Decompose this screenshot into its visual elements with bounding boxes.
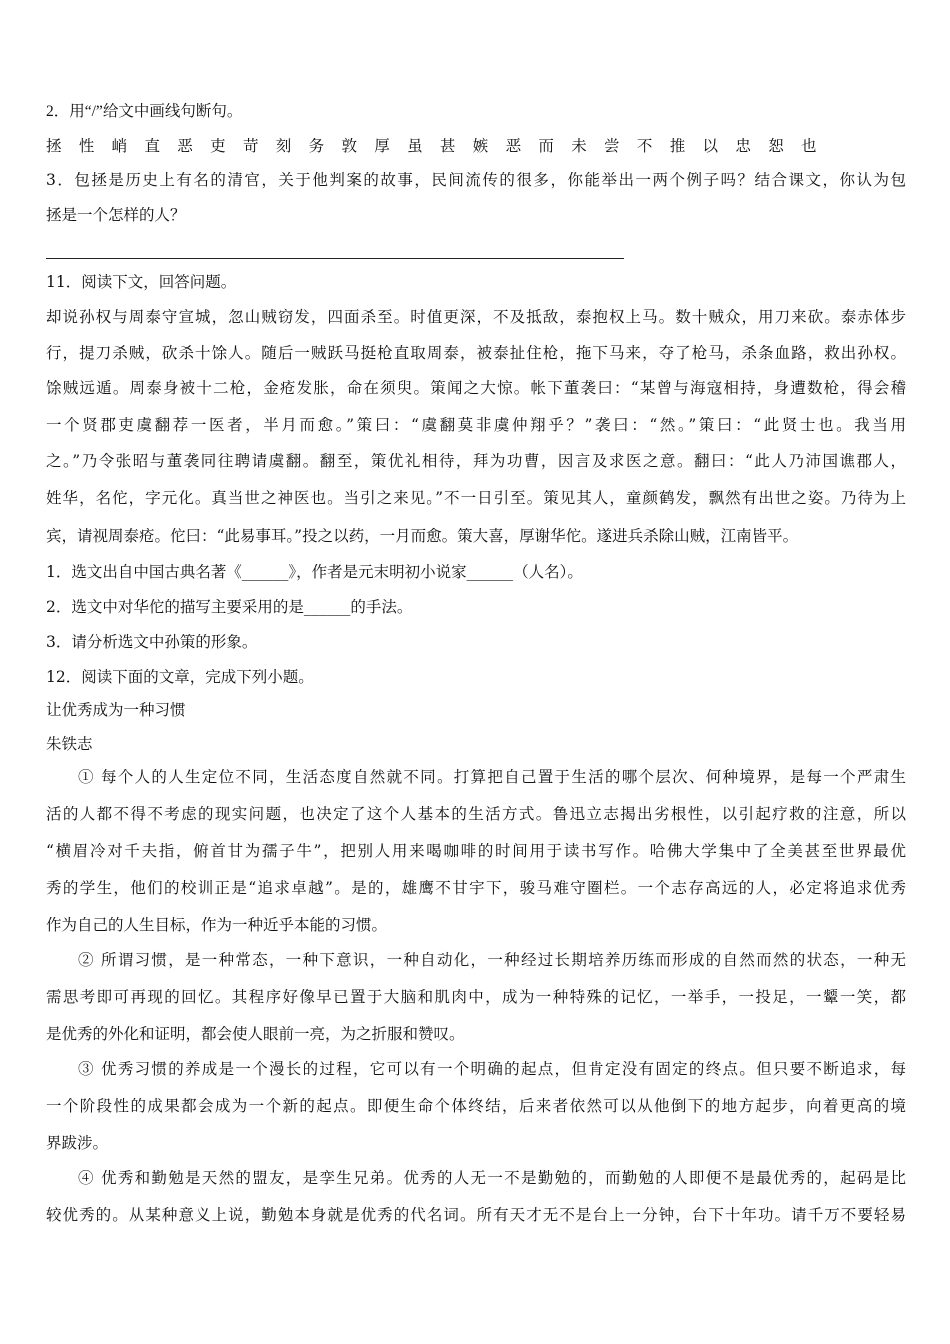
article-paragraph-line: 活的人都不得不考虑的现实问题，也决定了这个人基本的生活方式。鲁迅立志揭出劣根性，以引起疗救的注意，所以 (46, 805, 906, 823)
passage-line: 行，提刀杀贼，砍杀十馀人。随后一贼跃马挺枪直取周泰，被泰扯住枪，拖下马来，夺了枪马，杀条血路，救出孙权。 (46, 344, 906, 362)
article-paragraph-line: ④ 优秀和勤勉是天然的盟友，是孪生兄弟。优秀的人无一不是勤勉的，而勤勉的人即便不是最优秀的，起码是比 (78, 1169, 906, 1187)
article-paragraph-line: 一个阶段性的成果都会成为一个新的起点。即便生命个体终结，后来者依然可以从他倒下的地方起步，向着更高的境 (46, 1097, 906, 1115)
passage-line: 姓华，名佗，字元化。真当世之神医也。当引之来见。”不一日引至。策见其人，童颜鹤发，飘然有出世之姿。乃待为上 (46, 489, 906, 507)
answer-line (46, 258, 624, 259)
question-2-text: 拯 性 峭 直 恶 吏 苛 刻 务 敦 厚 虽 甚 嫉 恶 而 未 尝 不 推 以 忠 恕 也 (46, 137, 823, 155)
article-paragraph-line: ① 每个人的人生定位不同，生活态度自然就不同。打算把自己置于生活的哪个层次、何种境界，是每一个严肃生 (78, 768, 906, 786)
article-paragraph-line: 是优秀的外化和证明，都会使人眼前一亮，为之折服和赞叹。 (46, 1025, 465, 1043)
article-paragraph-line: 需思考即可再现的回忆。其程序好像早已置于大脑和肌肉中，成为一种特殊的记忆，一举手，一投足，一颦一笑，都 (46, 988, 906, 1006)
article-paragraph-line: ② 所谓习惯，是一种常态，一种下意识，一种自动化，一种经过长期培养历练而形成的自然而然的状态，一种无 (78, 951, 906, 969)
article-paragraph-line: 较优秀的。从某种意义上说，勤勉本身就是优秀的代名词。所有天才无不是台上一分钟，台下十年功。请千万不要轻易 (46, 1206, 906, 1224)
question-11-sub-1: 1．选文出自中国古典名著《______》，作者是元末明初小说家______（人名）。 (46, 563, 583, 581)
question-11-heading: 11．阅读下文，回答问题。 (46, 273, 237, 291)
passage-line: 却说孙权与周泰守宣城，忽山贼窃发，四面杀至。时值更深，不及抵敌，泰抱权上马。数十贼众，用刀来砍。泰赤体步 (46, 308, 906, 326)
question-3-line-1: 3．包拯是历史上有名的清官，关于他判案的故事，民间流传的很多，你能举出一两个例子吗？结合课文，你认为包 (46, 171, 906, 189)
article-author: 朱铁志 (46, 735, 93, 753)
passage-line: 之。”乃令张昭与董袭同往聘请虞翻。翻至，策优礼相待，拜为功曹，因言及求医之意。翻曰：“此人乃沛国谯郡人， (46, 452, 906, 470)
article-paragraph-line: “横眉冷对千夫指，俯首甘为孺子牛”，把别人用来喝咖啡的时间用于读书写作。哈佛大学集中了全美甚至世界最优 (46, 842, 906, 860)
question-3-line-2: 拯是一个怎样的人？ (46, 206, 186, 224)
article-paragraph-line: 界跋涉。 (46, 1134, 109, 1152)
question-12-heading: 12．阅读下面的文章，完成下列小题。 (46, 668, 314, 686)
question-2-prompt: 2．用“/”给文中画线句断句。 (46, 103, 243, 120)
question-11-sub-2: 2．选文中对华佗的描写主要采用的是______的手法。 (46, 598, 413, 616)
article-paragraph-line: 作为自己的人生目标，作为一种近乎本能的习惯。 (46, 916, 388, 934)
article-paragraph-line: 秀的学生，他们的校训正是“追求卓越”。是的，雄鹰不甘宇下，骏马难守圈栏。一个志存高远的人，必定将追求优秀 (46, 879, 906, 897)
passage-line: 一个贤郡吏虞翻荐一医者，半月而愈。”策曰：“虞翻莫非虞仲翔乎？”袭曰：“然。”策曰：“此贤士也。我当用 (46, 416, 906, 434)
article-paragraph-line: ③ 优秀习惯的养成是一个漫长的过程，它可以有一个明确的起点，但肯定没有固定的终点。但只要不断追求，每 (78, 1060, 906, 1078)
article-title: 让优秀成为一种习惯 (46, 701, 186, 719)
question-11-sub-3: 3．请分析选文中孙策的形象。 (46, 633, 258, 651)
passage-line: 宾，请视周泰疮。佗曰：“此易事耳。”投之以药，一月而愈。策大喜，厚谢华佗。遂进兵杀除山贼，江南皆平。 (46, 527, 799, 545)
passage-line: 馀贼远遁。周泰身被十二枪，金疮发胀，命在须臾。策闻之大惊。帐下董袭曰：“某曾与海寇相持，身遭数枪，得会稽 (46, 379, 906, 397)
